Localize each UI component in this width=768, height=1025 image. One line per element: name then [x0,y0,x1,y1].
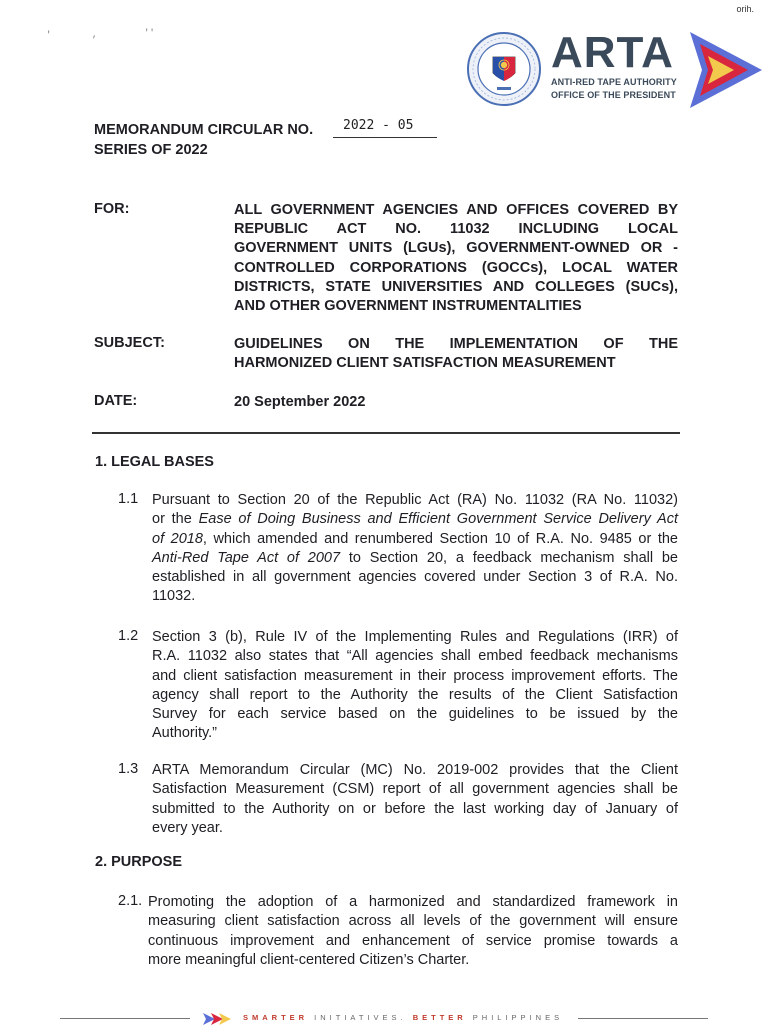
subject-line: HARMONIZED CLIENT SATISFACTION MEASUREMENT [234,355,616,372]
footer-arrow-logo-icon [203,1013,235,1025]
act-title-italic: Anti-Red Tape Act of 2007 [152,549,341,566]
paragraph-line: Pursuant to Section 20 of the Republic Act (RA) No. 11032 (RA No. 11032) [152,492,678,508]
purpose-item-2-1 [148,893,678,970]
paragraph-line: continuous improvement and enhancement of service promise towards a [148,932,678,949]
subject-text [234,335,678,373]
circular-number-underline [333,137,437,138]
header-divider [92,432,680,434]
for-line: GOVERNMENT UNITS (LGUs), GOVERNMENT-OWNED OR - [234,240,678,257]
act-title-italic: of 2018 [152,530,203,547]
footer-divider-right [578,1018,708,1019]
handwritten-corner-note: orih. [736,4,754,14]
item-number: 1.3 [118,761,139,777]
paragraph-line: ARTA Memorandum Circular (MC) No. 2019-002 provides that the Client [152,762,678,778]
paragraph-line: 11032. [152,588,196,605]
paragraph-line: and client satisfaction measurement in their process improvement efforts. The [152,667,678,684]
memorandum-circular-number: 2022 - 05 [343,118,414,133]
text-run: or the [152,511,199,528]
paragraph-line: measuring client satisfaction across all levels of the government will ensure [148,913,678,930]
text-run: to Section 20, a feedback mechanism shall be [340,549,678,566]
tagline-word: SMARTER [243,1013,309,1022]
paragraph-line: Satisfaction Measurement (CSM) report of all government agencies shall be [152,781,678,798]
paragraph-line: agency shall report to the Authority the results of the Client Satisfaction [152,686,678,703]
paragraph-line: Authority.” [152,725,218,742]
memorandum-circular-label: MEMORANDUM CIRCULAR NO. [94,122,314,138]
paragraph-line: more meaningful client-centered Citizen’s Charter. [148,951,470,968]
section-heading-purpose: 2. PURPOSE [95,854,183,870]
arta-logo-wordmark: ARTA [551,28,674,77]
paragraph-line: established in all government agencies covered under Section 3 of R.A. No. [152,569,678,586]
tagline-word: INITIATIVES. [308,1013,413,1022]
scan-mark: ' [46,30,52,40]
paragraph-line [152,530,678,549]
item-number: 2.1. [118,893,143,909]
tagline-word: BETTER [412,1013,467,1022]
for-line: CONTROLLED CORPORATIONS (GOCCs), LOCAL WATER [234,259,678,276]
scan-mark: , [92,30,98,40]
item-number: 1.2 [118,628,139,644]
text-run: , which amended and renumbered Section 10 of R.A. No. 9485 or the [202,530,678,547]
arta-logo-subtitle: ANTI-RED TAPE AUTHORITY [551,77,677,87]
arta-arrow-icon [688,30,764,110]
scan-mark: '' [144,28,155,38]
paragraph-line: every year. [152,819,223,836]
footer-tagline [243,1013,563,1022]
legal-basis-item-1-3 [152,761,678,838]
arta-logo-office: OFFICE OF THE PRESIDENT [551,90,676,100]
paragraph-line: R.A. 11032 also states that “All agencies shall embed feedback mechanisms [152,648,678,665]
act-title-italic: Ease of Doing Business and Efficient Government Service Delivery Act [198,511,678,528]
legal-basis-item-1-2 [152,628,678,744]
paragraph-line [152,510,678,529]
for-recipients [234,201,678,316]
subject-label: SUBJECT: [94,335,165,351]
paragraph-line [152,549,678,568]
paragraph-line: submitted to the Authority on or before the last working day of January of [152,800,678,817]
for-line: DISTRICTS, STATE UNIVERSITIES AND COLLEGES (SUCs), [234,278,678,295]
tagline-word: PHILIPPINES [466,1013,564,1022]
for-line: REPUBLIC ACT NO. 11032 INCLUDING LOCAL [234,221,678,238]
for-label: FOR: [94,201,130,217]
item-number: 1.1 [118,491,139,507]
for-line: ALL GOVERNMENT AGENCIES AND OFFICES COVERED BY [234,202,678,218]
paragraph-line: Survey for each service based on the guidelines to be issued by the [152,706,678,723]
section-heading-legal-bases: 1. LEGAL BASES [95,454,214,470]
date-value: 20 September 2022 [234,394,366,410]
subject-line: GUIDELINES ON THE IMPLEMENTATION OF THE [234,336,678,352]
series-label: SERIES OF 2022 [94,142,208,158]
footer-divider-left [60,1018,190,1019]
for-line: AND OTHER GOVERNMENT INSTRUMENTALITIES [234,298,582,315]
legal-basis-item-1-1 [152,491,678,607]
paragraph-line: Section 3 (b), Rule IV of the Implementing Rules and Regulations (IRR) of [152,629,678,645]
paragraph-line: Promoting the adoption of a harmonized and standardized framework in [148,894,678,910]
office-of-the-president-seal-icon [466,31,542,107]
date-label: DATE: [94,393,138,409]
